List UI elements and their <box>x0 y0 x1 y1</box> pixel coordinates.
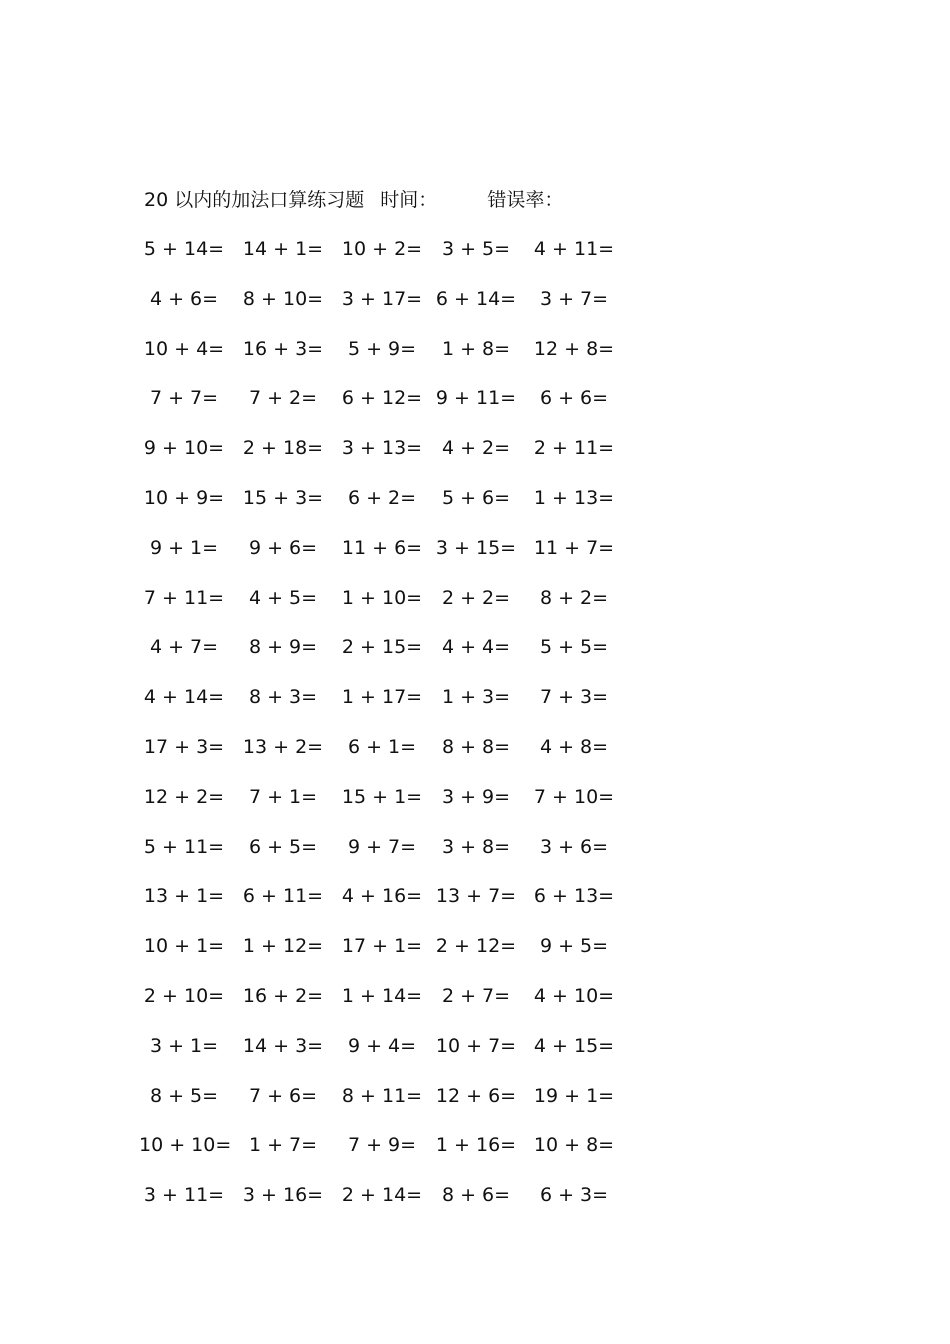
problem-item: 5 + 5= <box>539 636 609 659</box>
problem-item: 1 + 16= <box>435 1134 517 1157</box>
time-label: 时间： <box>380 189 438 211</box>
problem-item: 4 + 16= <box>341 885 423 908</box>
problem-item: 6 + 3= <box>539 1184 609 1207</box>
problem-item: 1 + 14= <box>341 985 423 1007</box>
problem-item: 10 + 4= <box>143 337 225 360</box>
problem-item: 1 + 10= <box>341 586 423 609</box>
problem-item: 2 + 18= <box>242 437 324 460</box>
problem-item: 7 + 2= <box>248 387 318 410</box>
problem-item: 6 + 2= <box>347 487 417 509</box>
problem-row <box>0 881 950 911</box>
problem-item: 5 + 14= <box>143 238 225 260</box>
problem-item: 17 + 1= <box>341 935 423 958</box>
problem-row <box>0 533 950 563</box>
problem-item: 5 + 6= <box>441 487 511 509</box>
problem-item: 9 + 6= <box>248 536 318 559</box>
problem-item: 4 + 6= <box>149 287 219 310</box>
problem-item: 3 + 15= <box>435 536 517 559</box>
problem-item: 1 + 17= <box>341 686 423 709</box>
problem-row <box>0 433 950 463</box>
problem-row <box>0 931 950 961</box>
problem-item: 2 + 12= <box>435 935 517 958</box>
problem-item: 13 + 2= <box>242 736 324 758</box>
problem-item: 4 + 8= <box>539 736 609 758</box>
problem-item: 14 + 3= <box>242 1034 324 1057</box>
problem-item: 10 + 1= <box>143 935 225 958</box>
problem-row <box>0 334 950 364</box>
problem-row <box>0 234 950 264</box>
problem-item: 8 + 6= <box>441 1184 511 1207</box>
problem-item: 3 + 7= <box>539 287 609 310</box>
problem-row <box>0 383 950 413</box>
problem-row <box>0 732 950 762</box>
worksheet-title: 20 以内的加法口算练习题 <box>144 189 365 211</box>
problem-item: 3 + 1= <box>149 1034 219 1057</box>
problem-item: 12 + 8= <box>533 337 615 360</box>
problem-item: 13 + 7= <box>435 885 517 908</box>
problem-item: 10 + 8= <box>533 1134 615 1157</box>
error-rate-label: 错误率： <box>487 189 564 211</box>
problem-row <box>0 782 950 812</box>
problem-item: 1 + 13= <box>533 487 615 509</box>
problem-item: 7 + 6= <box>248 1084 318 1107</box>
problem-item: 9 + 10= <box>143 437 225 460</box>
problem-item: 11 + 7= <box>533 536 615 559</box>
problem-item: 8 + 11= <box>341 1084 423 1107</box>
problem-item: 12 + 6= <box>435 1084 517 1107</box>
problem-row <box>0 284 950 314</box>
problem-item: 9 + 4= <box>347 1034 417 1057</box>
problem-item: 2 + 15= <box>341 636 423 659</box>
problem-row <box>0 981 950 1011</box>
problem-item: 16 + 3= <box>242 337 324 360</box>
problem-item: 3 + 17= <box>341 287 423 310</box>
problem-item: 4 + 4= <box>441 636 511 659</box>
problem-item: 15 + 1= <box>341 785 423 808</box>
problem-item: 1 + 7= <box>248 1134 318 1157</box>
problem-item: 4 + 5= <box>248 586 318 609</box>
problem-item: 5 + 9= <box>347 337 417 360</box>
problem-row <box>0 1180 950 1210</box>
problem-item: 9 + 11= <box>435 387 517 410</box>
problem-item: 7 + 11= <box>143 586 225 609</box>
problem-item: 12 + 2= <box>143 785 225 808</box>
problem-item: 8 + 10= <box>242 287 324 310</box>
problem-item: 10 + 9= <box>143 487 225 509</box>
problem-item: 6 + 1= <box>347 736 417 758</box>
problem-item: 7 + 1= <box>248 785 318 808</box>
problem-item: 17 + 3= <box>143 736 225 758</box>
problem-item: 9 + 5= <box>539 935 609 958</box>
problem-item: 6 + 12= <box>341 387 423 410</box>
problem-item: 16 + 2= <box>242 985 324 1007</box>
problem-item: 6 + 6= <box>539 387 609 410</box>
problem-item: 4 + 2= <box>441 437 511 460</box>
problem-item: 7 + 7= <box>149 387 219 410</box>
problem-row <box>0 1081 950 1111</box>
problem-item: 8 + 3= <box>248 686 318 709</box>
problem-item: 10 + 7= <box>435 1034 517 1057</box>
problem-item: 1 + 3= <box>441 686 511 709</box>
problem-row <box>0 483 950 513</box>
problem-row <box>0 583 950 613</box>
problem-item: 1 + 8= <box>441 337 511 360</box>
problem-item: 5 + 11= <box>143 835 225 858</box>
problem-item: 4 + 7= <box>149 636 219 659</box>
problem-item: 2 + 2= <box>441 586 511 609</box>
problem-row <box>0 1130 950 1160</box>
problem-item: 8 + 9= <box>248 636 318 659</box>
problem-item: 13 + 1= <box>143 885 225 908</box>
problem-item: 4 + 15= <box>533 1034 615 1057</box>
problem-item: 3 + 16= <box>242 1184 324 1207</box>
problem-item: 3 + 5= <box>441 238 511 260</box>
problem-item: 6 + 5= <box>248 835 318 858</box>
problem-row <box>0 832 950 862</box>
problem-item: 8 + 5= <box>149 1084 219 1107</box>
problem-item: 8 + 2= <box>539 586 609 609</box>
problem-item: 9 + 1= <box>149 536 219 559</box>
problem-item: 10 + 2= <box>341 238 423 260</box>
problem-item: 1 + 12= <box>242 935 324 958</box>
problem-row <box>0 682 950 712</box>
problem-item: 8 + 8= <box>441 736 511 758</box>
problem-item: 3 + 6= <box>539 835 609 858</box>
problem-item: 4 + 10= <box>533 985 615 1007</box>
problem-item: 19 + 1= <box>533 1084 615 1107</box>
problem-item: 4 + 14= <box>143 686 225 709</box>
problem-item: 6 + 14= <box>435 287 517 310</box>
problem-item: 14 + 1= <box>242 238 324 260</box>
problem-item: 2 + 11= <box>533 437 615 460</box>
problem-item: 6 + 11= <box>242 885 324 908</box>
problem-item: 3 + 8= <box>441 835 511 858</box>
problem-item: 7 + 10= <box>533 785 615 808</box>
problem-item: 10 + 10= <box>139 1134 232 1157</box>
problem-item: 6 + 13= <box>533 885 615 908</box>
problem-item: 7 + 3= <box>539 686 609 709</box>
problem-item: 3 + 13= <box>341 437 423 460</box>
problem-item: 4 + 11= <box>533 238 615 260</box>
problem-item: 15 + 3= <box>242 487 324 509</box>
problem-item: 3 + 11= <box>143 1184 225 1207</box>
problem-row <box>0 1031 950 1061</box>
problem-item: 2 + 7= <box>441 985 511 1007</box>
problem-item: 3 + 9= <box>441 785 511 808</box>
problem-row <box>0 632 950 662</box>
problem-item: 9 + 7= <box>347 835 417 858</box>
problem-item: 11 + 6= <box>341 536 423 559</box>
problem-item: 2 + 14= <box>341 1184 423 1207</box>
problem-item: 2 + 10= <box>143 985 225 1007</box>
problem-item: 7 + 9= <box>347 1134 417 1157</box>
